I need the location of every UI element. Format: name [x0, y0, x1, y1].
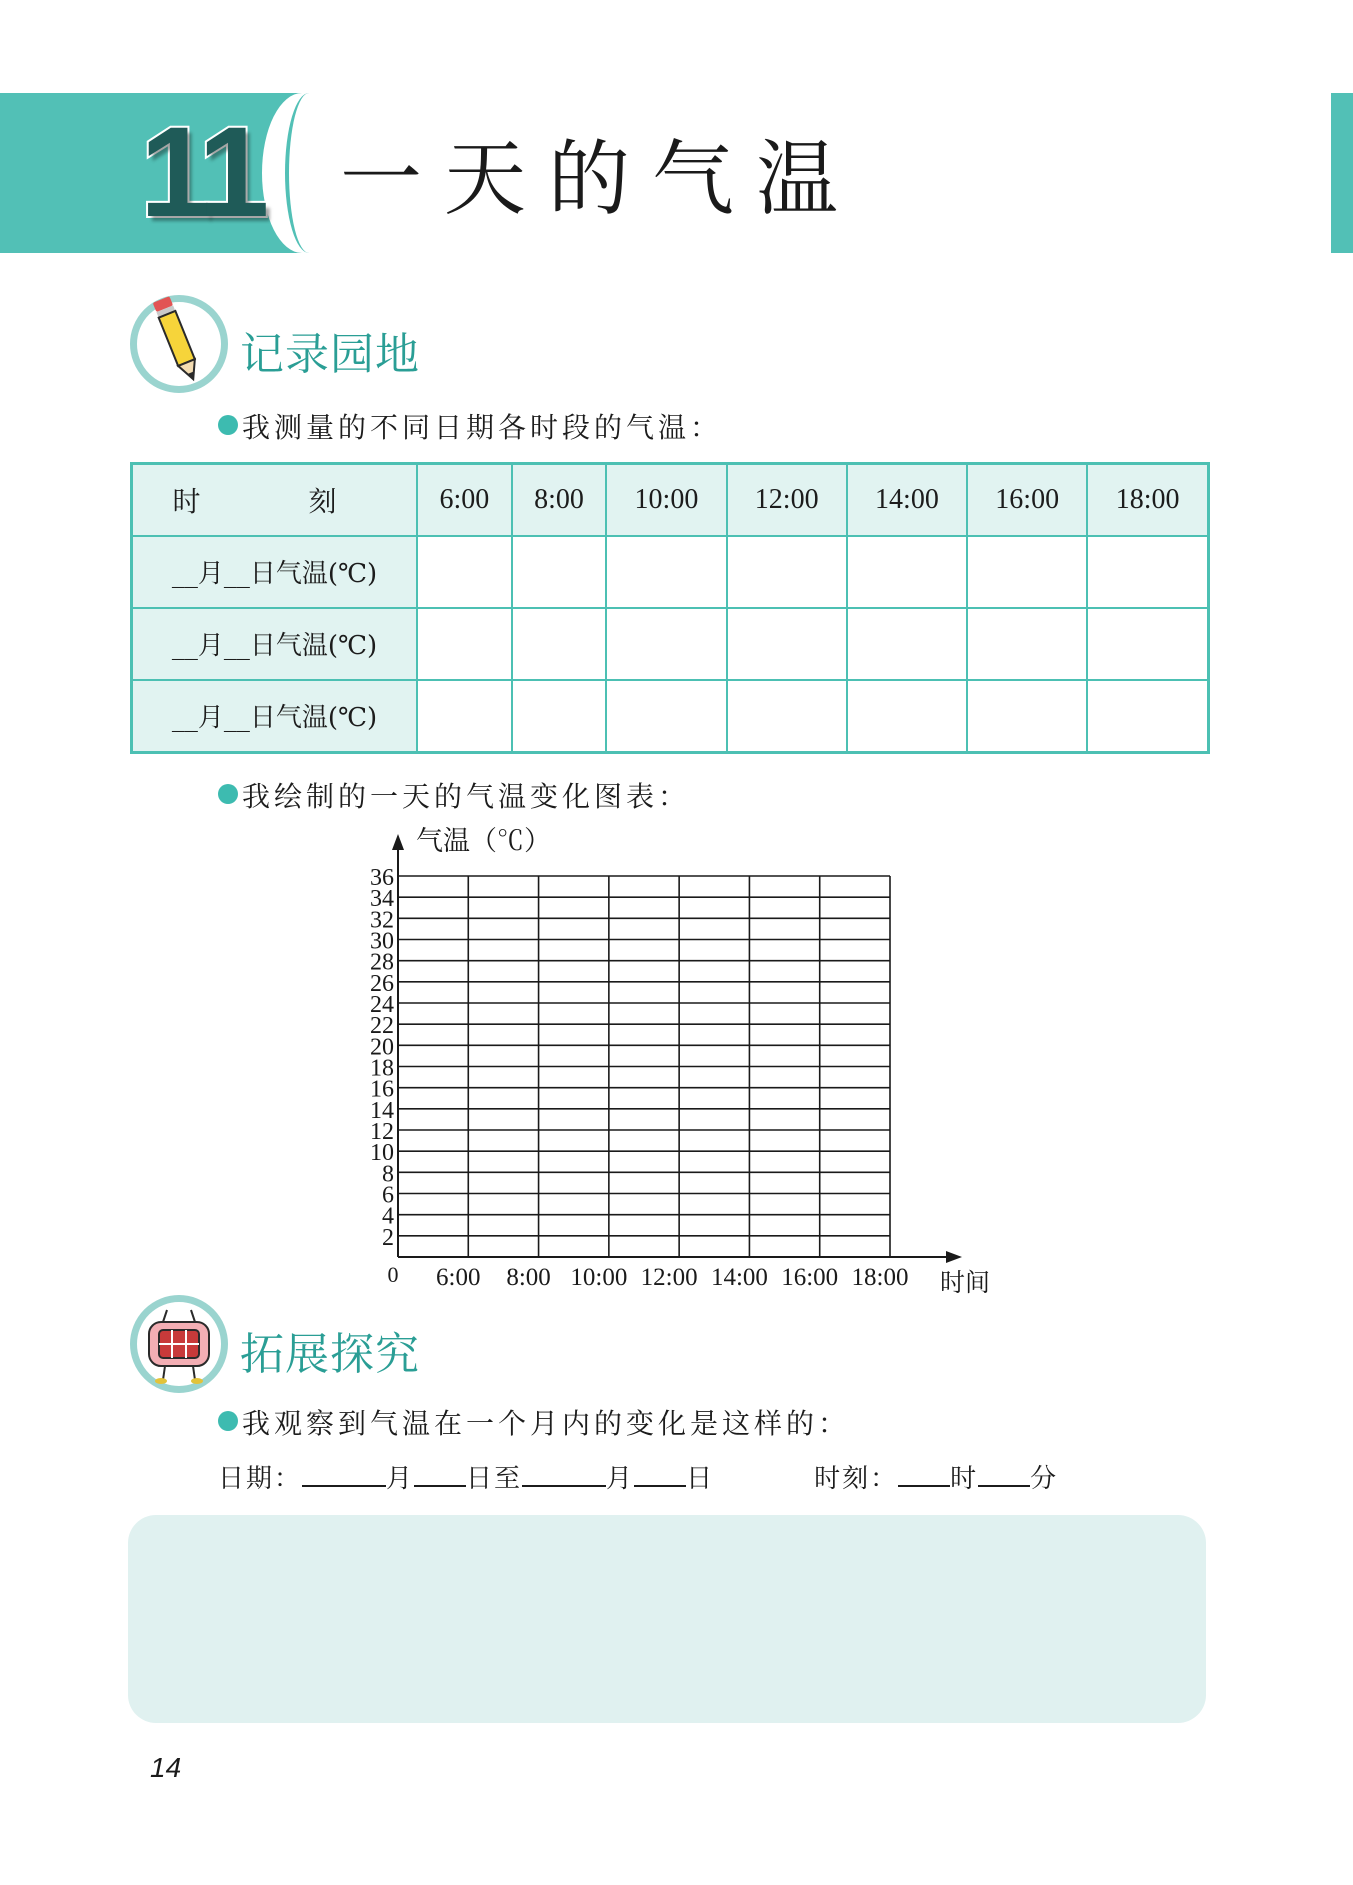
- x-tick-label: 18:00: [851, 1264, 909, 1291]
- month-blank[interactable]: [522, 1465, 606, 1487]
- temperature-cell[interactable]: [1087, 536, 1208, 608]
- chart-grid: [398, 876, 890, 1257]
- y-axis-arrow: [392, 834, 404, 850]
- month-label: 月: [606, 1464, 635, 1494]
- table-header-cell: 14:00: [847, 464, 967, 537]
- y-tick-label: 18: [370, 1055, 394, 1082]
- y-tick-label: 32: [370, 907, 394, 934]
- x-axis-title: 时间: [940, 1270, 991, 1297]
- x-tick-label: 8:00: [506, 1264, 551, 1291]
- table-row: [132, 608, 1209, 680]
- chart-prompt: [218, 775, 690, 815]
- temperature-cell[interactable]: [606, 608, 726, 680]
- y-tick-label: 26: [370, 970, 394, 997]
- y-tick-label: 20: [370, 1034, 394, 1061]
- minute-blank[interactable]: [978, 1465, 1030, 1487]
- answer-box[interactable]: [128, 1515, 1206, 1723]
- x-tick-label: 10:00: [570, 1264, 628, 1291]
- explore-prompt-text: 我观察到气温在一个月内的变化是这样的：: [242, 1407, 851, 1440]
- temperature-chart[interactable]: [0, 820, 1353, 1297]
- temperature-cell[interactable]: [847, 536, 967, 608]
- date-time-line: [218, 1458, 1058, 1495]
- table-header-cell: 8:00: [512, 464, 607, 537]
- y-tick-label: 4: [382, 1203, 394, 1230]
- page-number: 14: [150, 1752, 182, 1783]
- temperature-cell[interactable]: [967, 608, 1087, 680]
- temperature-cell[interactable]: [417, 536, 512, 608]
- temperature-cell[interactable]: [727, 536, 847, 608]
- temperature-cell[interactable]: [847, 680, 967, 753]
- pencil-icon: [130, 295, 228, 393]
- origin-label: 0: [387, 1262, 399, 1287]
- record-section-heading: 记录园地: [240, 329, 420, 380]
- row-label: __月__日气温(℃): [132, 608, 418, 680]
- page-edge-tab: [1331, 93, 1353, 253]
- bullet-dot: [218, 1411, 238, 1431]
- temperature-cell[interactable]: [967, 680, 1087, 753]
- temperature-cell[interactable]: [512, 608, 607, 680]
- table-header-cell: 18:00: [1087, 464, 1208, 537]
- temperature-cell[interactable]: [512, 680, 607, 753]
- day-to-label: 日至: [466, 1464, 523, 1494]
- y-tick-label: 14: [370, 1097, 394, 1124]
- y-tick-label: 30: [370, 928, 394, 955]
- minute-label: 分: [1030, 1464, 1059, 1494]
- y-tick-label: 36: [370, 865, 394, 891]
- y-axis-title: 气温（℃）: [416, 826, 551, 856]
- table-row: [132, 536, 1209, 608]
- month-blank[interactable]: [302, 1465, 386, 1487]
- record-prompt: [218, 406, 722, 446]
- temperature-record-table: [130, 462, 1210, 754]
- temperature-cell[interactable]: [606, 536, 726, 608]
- x-tick-label: 6:00: [436, 1264, 481, 1291]
- day-label: 日: [686, 1464, 715, 1494]
- chart-prompt-text: 我绘制的一天的气温变化图表：: [242, 780, 691, 813]
- temperature-cell[interactable]: [417, 608, 512, 680]
- table-header-cell: 10:00: [606, 464, 726, 537]
- hour-label: 时: [950, 1464, 979, 1494]
- table-header-cell: 6:00: [417, 464, 512, 537]
- x-tick-label: 12:00: [640, 1264, 698, 1291]
- hour-blank[interactable]: [898, 1465, 950, 1487]
- y-tick-label: 10: [370, 1140, 394, 1167]
- table-header-cell: 16:00: [967, 464, 1087, 537]
- temperature-cell[interactable]: [727, 608, 847, 680]
- y-tick-label: 22: [370, 1013, 394, 1040]
- temperature-cell[interactable]: [1087, 608, 1208, 680]
- date-label: 日期：: [218, 1464, 303, 1494]
- bullet-dot: [218, 415, 238, 435]
- temperature-cell[interactable]: [417, 680, 512, 753]
- explore-prompt: [218, 1402, 850, 1442]
- y-tick-label: 8: [382, 1161, 394, 1188]
- tv-robot-icon: [130, 1295, 228, 1393]
- row-label: __月__日气温(℃): [132, 680, 418, 753]
- table-header-time: 时 刻: [132, 464, 418, 537]
- month-label: 月: [386, 1464, 415, 1494]
- lesson-title: 一天的气温: [340, 132, 861, 227]
- table-row: [132, 680, 1209, 753]
- temperature-cell[interactable]: [512, 536, 607, 608]
- y-tick-label: 24: [370, 992, 394, 1018]
- banner-curve-edge: [285, 93, 325, 253]
- time-label: 时刻：: [814, 1464, 899, 1494]
- y-tick-label: 2: [382, 1224, 394, 1251]
- day-blank[interactable]: [414, 1465, 466, 1487]
- x-axis-arrow: [946, 1251, 962, 1263]
- x-tick-label: 14:00: [710, 1264, 768, 1291]
- record-prompt-text: 我测量的不同日期各时段的气温：: [242, 411, 723, 444]
- temperature-cell[interactable]: [967, 536, 1087, 608]
- temperature-cell[interactable]: [1087, 680, 1208, 753]
- y-tick-label: 12: [370, 1119, 394, 1145]
- lesson-number: 11: [140, 101, 264, 244]
- explore-section-heading: 拓展探究: [240, 1329, 420, 1380]
- temperature-cell[interactable]: [727, 680, 847, 753]
- day-blank[interactable]: [634, 1465, 686, 1487]
- y-tick-label: 16: [370, 1076, 394, 1103]
- temperature-cell[interactable]: [847, 608, 967, 680]
- x-tick-label: 16:00: [781, 1264, 839, 1291]
- chart-axes: [392, 834, 962, 1263]
- row-label: __月__日气温(℃): [132, 536, 418, 608]
- bullet-dot: [218, 784, 238, 804]
- y-tick-label: 34: [370, 886, 394, 913]
- temperature-cell[interactable]: [606, 680, 726, 753]
- y-tick-label: 6: [382, 1182, 394, 1209]
- y-tick-label: 28: [370, 949, 394, 976]
- table-header-cell: 12:00: [727, 464, 847, 537]
